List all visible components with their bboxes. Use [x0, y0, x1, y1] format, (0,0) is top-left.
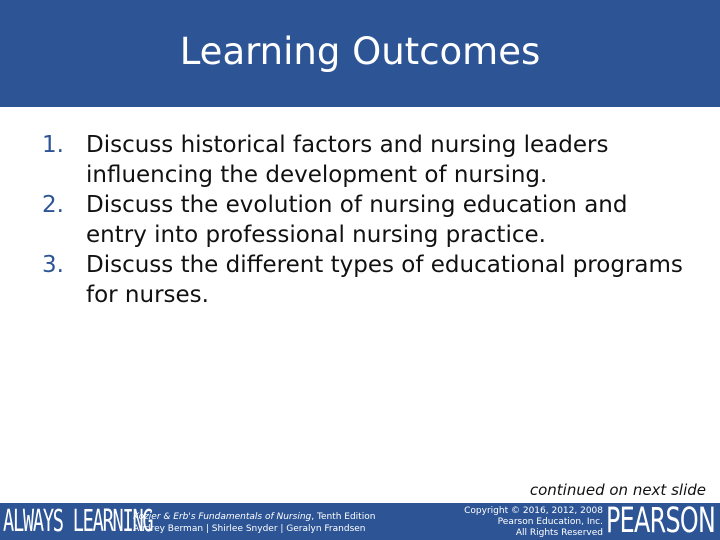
pearson-logo: PEARSON [606, 503, 716, 540]
copyright-line: Copyright © 2016, 2012, 2008 [464, 506, 603, 516]
copyright-notice [448, 506, 603, 539]
outcome-text: Discuss the different types of educational programs for nurses. [86, 252, 683, 308]
slide-header [0, 0, 720, 107]
continued-note: continued on next slide [529, 481, 706, 499]
book-authors: Audrey Berman | Shirlee Snyder | Geralyn Frandsen [133, 524, 366, 534]
book-title: Kozier & Erb's Fundamentals of Nursing [133, 512, 312, 522]
book-title-line [133, 511, 375, 523]
slide-footer [0, 503, 720, 540]
outcomes-list [40, 130, 690, 310]
copyright-line: All Rights Reserved [515, 528, 603, 538]
book-edition: , Tenth Edition [311, 512, 376, 522]
outcome-text: Discuss the evolution of nursing education and entry into professional nursing practice. [86, 192, 628, 248]
copyright-line: Pearson Education, Inc. [497, 517, 603, 527]
book-credit [133, 511, 375, 535]
outcome-item [40, 190, 690, 250]
outcome-number: 2. [42, 192, 64, 218]
outcome-item [40, 130, 690, 190]
outcome-text: Discuss historical factors and nursing leaders influencing the development of nursing. [86, 132, 609, 188]
outcome-number: 1. [42, 132, 64, 158]
outcome-number: 3. [42, 252, 64, 278]
outcome-item [40, 250, 690, 310]
always-learning-logo: ALWAYS LEARNING [3, 504, 153, 539]
slide-title: Learning Outcomes [179, 30, 541, 73]
